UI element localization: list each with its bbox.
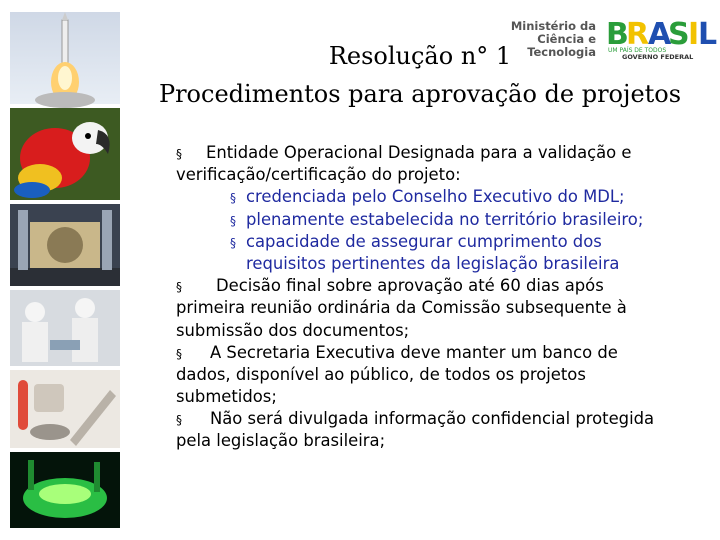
sub-bullet-3 [176, 231, 696, 253]
bullet-4 [176, 408, 696, 430]
sub-bullet-marker: § [230, 191, 236, 206]
bullet-2-line3: submissão dos documentos; [176, 320, 410, 340]
bullet-3-line3: submetidos; [176, 387, 277, 407]
brasil-letter-l: L [698, 17, 718, 52]
bullet-4-line2: pela legislação brasileira; [176, 431, 386, 451]
sub-bullet-3-line2 [176, 253, 696, 275]
rocket-icon [10, 12, 120, 104]
green-lab-photo [10, 452, 120, 528]
bullet-2 [176, 275, 696, 297]
lab-equipment-photo [10, 204, 120, 286]
sub-bullet-3-line1: capacidade de assegurar cumprimento dos [246, 231, 602, 251]
test-tube-icon [10, 370, 120, 448]
brasil-letter-b: B [606, 17, 629, 52]
bullet-marker: § [176, 280, 182, 295]
ministry-line2: Ciência e Tecnologia [527, 32, 596, 59]
sub-bullet-2 [176, 209, 696, 231]
brasil-letter-a: A [648, 17, 672, 52]
fluorescent-plates-icon [10, 452, 120, 528]
bullet-marker: § [176, 413, 182, 428]
bullet-1-line1: Entidade Operacional Designada para a validação e [206, 143, 632, 162]
photo-strip [10, 12, 120, 517]
sub-bullet-1 [176, 186, 696, 208]
sub-bullet-3-line2-text: requisitos pertinentes da legislação brasileira [246, 253, 620, 273]
bullet-2-line1: Decisão final sobre aprovação até 60 dias após [216, 276, 604, 296]
bullet-marker: § [176, 346, 182, 361]
sub-bullet-marker: § [230, 213, 236, 228]
slide-body [176, 142, 696, 453]
brasil-tagline: UM PAÍS DE TODOS [608, 47, 667, 54]
bullet-4-line1: Não será divulgada informação confidencial protegida [210, 409, 655, 429]
sub-bullet-marker: § [230, 235, 236, 250]
bullet-2-line2: primeira reunião ordinária da Comissão subsequente à [176, 298, 627, 318]
brasil-letter-s: S [668, 17, 690, 52]
sub-bullet-2-text: plenamente estabelecida no território brasileiro; [246, 209, 644, 229]
parrot-photo [10, 108, 120, 200]
brasil-letter-r: R [626, 17, 650, 52]
scientists-icon [10, 290, 120, 366]
bullet-1 [176, 142, 696, 164]
brasil-letter-i: I [688, 17, 700, 52]
bullet-3-line2: dados, disponível ao público, de todos os projetos [176, 364, 586, 384]
rocket-launch-photo [10, 12, 120, 104]
ministry-line1: Ministério da [510, 19, 596, 33]
slide-subtitle: Procedimentos para aprovação de projetos [158, 80, 682, 108]
parrot-icon [10, 108, 120, 200]
machinery-icon [10, 204, 120, 286]
bullet-3-line1: A Secretaria Executiva deve manter um banco de [210, 342, 618, 362]
test-tubes-photo [10, 370, 120, 448]
sub-bullet-1-text: credenciada pelo Conselho Executivo do MDL; [246, 187, 625, 207]
bullet-3 [176, 342, 696, 364]
slide-title: Resolução n° 1 [328, 42, 512, 70]
lab-workers-photo [10, 290, 120, 366]
governo-federal: GOVERNO FEDERAL [622, 53, 694, 61]
bullet-marker: § [176, 147, 182, 161]
bullet-1-line2: verificação/certificação do projeto: [176, 165, 461, 185]
